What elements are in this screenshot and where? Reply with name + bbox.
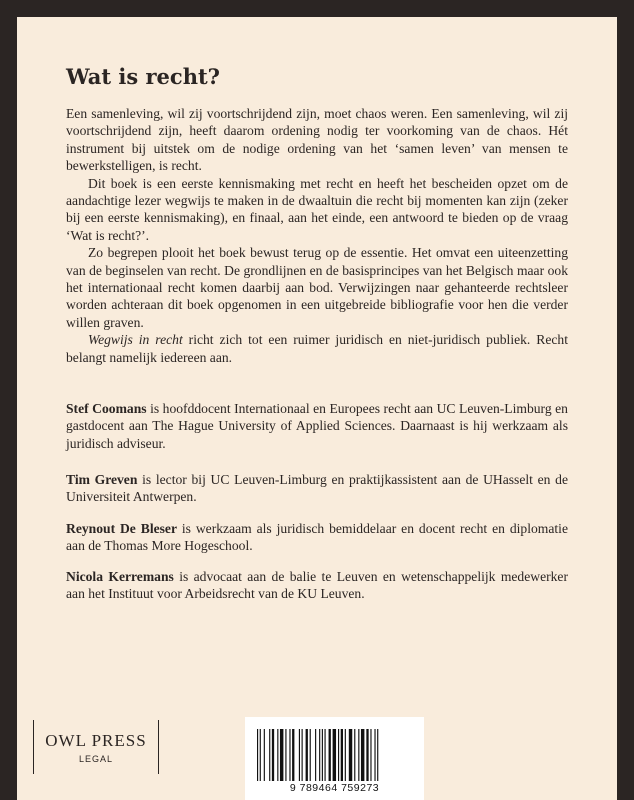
author-name: Nicola Kerremans (66, 569, 174, 584)
author-bio (66, 520, 568, 555)
author-description: is werkzaam als juridisch bemiddelaar en docent recht en diplomatie aan de Thomas More Hogeschool. (66, 521, 568, 554)
author-description: is advocaat aan de balie te Leuven en wetenschappelijk medewerker aan het Instituut voor Arbeidsrecht van de KU Leuven. (66, 569, 568, 602)
author-bio (66, 400, 568, 452)
book-title: Wat is recht? (66, 64, 220, 89)
publisher-logo (33, 720, 159, 774)
author-description: is hoofddocent Internationaal en Europees recht aan UC Leuven-Limburg en gastdocent aan The Hague University of Applied Sciences. Daarnaast is hij werkzaam als juridisch adviseur. (66, 401, 568, 451)
blurb-paragraph-last (66, 331, 568, 366)
isbn-number: 9 789464 759273 (289, 782, 380, 794)
barcode-bars (255, 729, 414, 785)
blurb-paragraph: Een samenleving, wil zij voortschrijdend zijn, moet chaos weren. Een samenleving, wil zij voortschrijdend zijn, heeft daarom ordening nodig ter voorkoming van de chaos. Hét instrument bij uitstek om de nodige ordening van het ‘samen leven’ van mensen te bewerkstelligen, is recht. (66, 106, 568, 174)
author-name: Tim Greven (66, 472, 138, 487)
publisher-imprint: LEGAL (78, 754, 114, 764)
back-cover (17, 17, 617, 800)
author-bio (66, 471, 568, 506)
blurb-paragraph: Dit boek is een eerste kennismaking met recht en heeft het bescheiden opzet om de aandachtige lezer wegwijs te maken in de dwaaltuin die recht bij momenten kan zijn (zeker bij een eerste kennismaking), en finaal, aan het einde, een antwoord te bieden op de vraag ‘Wat is recht?’. (66, 175, 568, 243)
series-title: Wegwijs in recht (88, 332, 183, 348)
blurb (66, 105, 568, 366)
blurb-paragraph: Zo begrepen plooit het boek bewust terug op de essentie. Het omvat een uiteenzetting van de beginselen van recht. De grondlijnen en de basisprincipes van het Belgisch maar ook het internationaal recht komen daarbij aan bod. Verwijzingen naar gehanteerde rechtsleer worden achteraan dit boek opgenomen in een uitgebreide bibliografie voor hen die verder willen graven. (66, 245, 568, 330)
barcode (245, 717, 424, 800)
author-name: Reynout De Bleser (66, 521, 177, 536)
author-description: is lector bij UC Leuven-Limburg en praktijkassistent aan de UHasselt en de Universiteit Antwerpen. (66, 472, 568, 505)
author-name: Stef Coomans (66, 401, 147, 416)
publisher-name: OWL PRESS (45, 731, 147, 750)
blurb-paragraph-rest: richt zich tot een ruimer juridisch en niet-juridisch publiek. Recht belangt namelijk iedereen aan. (66, 332, 568, 365)
author-bio (66, 568, 568, 603)
